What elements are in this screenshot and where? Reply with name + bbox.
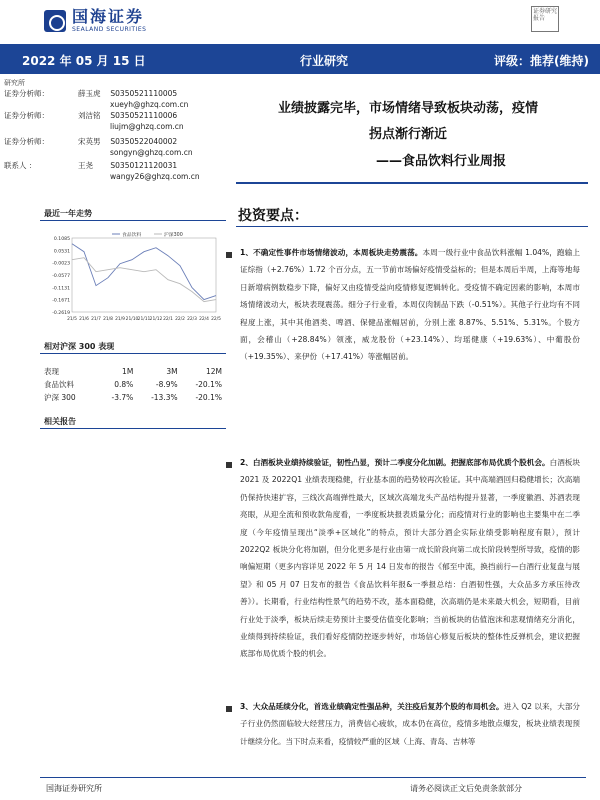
- paragraph-body: 白酒板块 2021 及 2022Q1 业绩表现稳健，行业基本面的趋势较再次验证。其中高端酒回归稳健增长；次高端仍保持快速扩容，三线次高端弹性最大，区域次高端龙头产品结构提升显著，一季度徽酒、苏酒表现亮眼，从迎全流和预收款角度看，一季度板块报表质量分化；而疫情对行业的影响也主要集中在二季度（今年疫情呈现出“淡季+区域化”的特点，预计大部分酒企实际业绩受影响程度有限），预计 2022Q2 板块分化将加剧，但分化更多是行业由第一成长阶段向第二成长阶段转型所导致，疫情的影响偏短期（更多内容详见 2022 年 5 月 14 日发布的报告《郁至中流，换挡前行—白酒行业复盘与展望》和 05 月 07 日发布的报告《食品饮料年报&一季报总结：白酒韧性强，大众品多方承压待改善》）。长期看，行业结构性景气的趋势不改，基本面稳健，次高端仍是未来最大机会，短期看，目前行业处于淡季，板块后续走势预计主要受估值变化影响；当前板块的估值泡沫和悲观情绪充分消化，业绩得到持续验证，我们看好疫情防控逐步转好，市场信心修复后板块的整体性反弹机会，建议把握底部布局优质个股的机会。: [240, 458, 581, 659]
- perf-divider: [40, 353, 226, 354]
- table-cell: 沪深 300: [44, 393, 76, 402]
- footer-divider: [40, 777, 586, 778]
- table-cell: -3.7%: [111, 393, 134, 402]
- x-tick-label: 21/12: [149, 317, 163, 322]
- x-tick-label: 22/3: [187, 317, 197, 322]
- bullet-icon: [226, 706, 232, 712]
- table-header-cell: 3M: [166, 367, 178, 376]
- perf-title: 相对沪深 300 表现: [44, 342, 115, 351]
- x-tick-label: 22/1: [163, 317, 173, 322]
- title-line-2: 拐点渐行渐近: [368, 127, 447, 142]
- analyst-entry: 联系人 ： 王尧 S0350121120031 wangy26@ghzq.com.cn: [4, 161, 200, 181]
- analyst-entry: 证券分析师： 宋英男 S0350522040002 songyn@ghzq.com.cn: [4, 137, 193, 157]
- y-tick-label: -0.1671: [52, 298, 70, 304]
- research-label: 研究所: [4, 79, 25, 87]
- related-title: 相关报告: [44, 417, 76, 426]
- report-date: 2022 年 05 月 15 日: [22, 54, 146, 68]
- plot-frame: [72, 238, 216, 312]
- table-row: [44, 391, 222, 404]
- paragraph-body: 进入 Q2 以来，大部分子行业仍然面临较大经营压力，消费信心疲软，成本仍在高位，疫情多地散点爆发，板块业绩表现预计继续分化。当下时点来看，疫情较严重的区域（上海、青岛、吉林等: [240, 702, 580, 746]
- report-stamp: 证券研究报告: [531, 6, 559, 32]
- company-logo: [44, 8, 146, 34]
- table-cell: -8.9%: [155, 380, 178, 389]
- analyst-entry: 证券分析师： 刘洁铭 S0350521110006 liujm@ghzq.com.cn: [4, 111, 184, 131]
- x-tick-label: 22/2: [175, 317, 185, 322]
- table-header-cell: 1M: [122, 367, 134, 376]
- section-divider: [236, 226, 588, 227]
- y-tick-label: -0.2619: [52, 311, 70, 316]
- table-row: [44, 378, 222, 391]
- x-tick-label: 21/7: [91, 317, 101, 322]
- report-subtitle: ——食品饮料行业周报: [375, 154, 506, 169]
- x-tick-label: 22/5: [211, 317, 221, 322]
- footer-disclaimer: 请务必阅读正文后免责条款部分: [410, 784, 522, 793]
- paragraph-heading: 2、白酒板块业绩持续验证，韧性凸显，预计二季度分化加剧。把握底部布局优质个股机会。: [240, 458, 550, 467]
- y-tick-label: 0.1085: [53, 237, 70, 242]
- footer-left: 国海证券研究所: [46, 784, 102, 793]
- table-cell: -20.1%: [195, 380, 222, 389]
- x-tick-label: 22/4: [199, 317, 209, 322]
- trend-title: 最近一年走势: [44, 209, 92, 218]
- y-tick-label: 0.0531: [53, 249, 70, 255]
- table-cell: -13.3%: [151, 393, 178, 402]
- x-tick-label: 21/10: [125, 317, 139, 322]
- title-divider: [236, 182, 588, 184]
- y-tick-label: -0.0577: [52, 274, 70, 279]
- bullet-icon: [226, 462, 232, 468]
- title-line-1: 业绩披露完毕，市场情绪导致板块动荡，疫情: [277, 101, 538, 116]
- legend-label: 食品饮料: [122, 233, 142, 238]
- paragraph-3: [240, 698, 580, 774]
- trend-divider: [40, 220, 226, 221]
- logo-cn-text: 国海证券: [72, 7, 145, 26]
- table-header-row: [44, 365, 222, 378]
- table-header-cell: 12M: [205, 367, 222, 376]
- logo-en-text: SEALAND SECURITIES: [72, 26, 147, 33]
- x-tick-label: 21/6: [79, 317, 89, 322]
- y-tick-label: -0.1131: [52, 286, 70, 292]
- section-heading: 投资要点：: [238, 208, 308, 224]
- table-cell: 0.8%: [114, 380, 134, 389]
- logo-mark-icon: [44, 10, 66, 32]
- x-tick-label: 21/11: [137, 317, 151, 322]
- perf-table: [44, 365, 222, 404]
- trend-chart: [40, 228, 226, 328]
- paragraph-1: [240, 244, 580, 366]
- table-cell: 食品饮料: [44, 380, 74, 389]
- x-tick-label: 21/9: [115, 317, 125, 322]
- y-tick-label: -0.0023: [52, 261, 70, 267]
- bullet-icon: [226, 252, 232, 258]
- paragraph-heading: 3、大众品延续分化，首选业绩确定性强品种，关注疫后复苏个股的布局机会。: [240, 702, 504, 711]
- related-divider: [40, 428, 226, 429]
- paragraph-2: [240, 454, 580, 663]
- x-tick-label: 21/5: [67, 317, 77, 322]
- analyst-entry: 证券分析师： 薛玉虎 S0350521110005 xueyh@ghzq.com.cn: [4, 89, 189, 109]
- report-title: [238, 96, 578, 148]
- paragraph-body: 本周一级行业中食品饮料涨幅 1.04%，跑输上证综指（+2.76%）1.72 个百分点，五一节前市场偏好疫情受益标的；但是本周后半周，上海等地每日新增病例数稳步下降，偏好又由疫情受益向疫情修复逻辑转化。受疫情不确定因素的影响，本周市场情绪波动大，板块表现震荡。细分子行业看，本周仅肉制品下跌（-0.51%）。其他子行业均有不同程度上涨，其中其他酒类、啤酒、保健品涨幅居前，分别上涨 8.87%、5.51%、5.31%。个股方面，会稽山（+28.84%）领涨，威龙股份（+23.14%）、均瑶健康（+19.63%）、中葡股份（+19.35%）、来伊份（+17.41%）等涨幅居前。: [240, 248, 580, 362]
- table-header-cell: 表现: [44, 367, 59, 376]
- paragraph-heading: 1、不确定性事件市场情绪波动，本周板块走势震荡。: [240, 248, 423, 257]
- report-type: 行业研究: [300, 54, 349, 68]
- x-tick-label: 21/8: [103, 317, 113, 322]
- header-bar: [0, 44, 600, 74]
- table-cell: -20.1%: [195, 393, 222, 402]
- report-rating: 评级：推荐(维持): [494, 54, 589, 68]
- legend-label: 沪深300: [164, 233, 183, 238]
